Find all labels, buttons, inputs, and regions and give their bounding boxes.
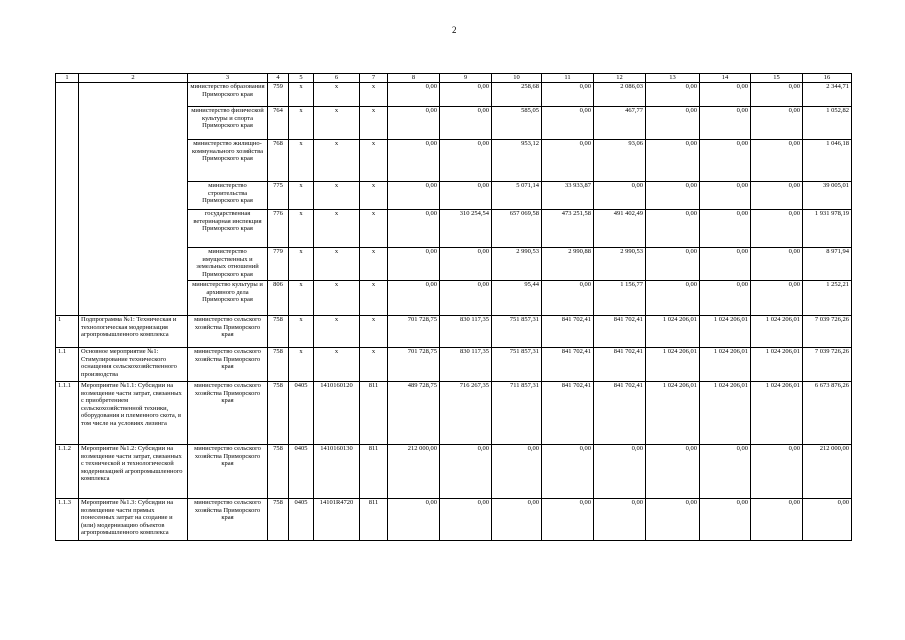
cell-col-10: 751 857,31 (492, 316, 542, 348)
cell-col-13: 0,00 (646, 445, 700, 499)
cell-col-16: 1 052,82 (803, 107, 852, 140)
cell-col-4: 758 (268, 382, 289, 445)
cell-col-9: 0,00 (440, 107, 492, 140)
cell-col-7: 811 (360, 499, 388, 541)
cell-col-1: 1 (56, 316, 79, 348)
cell-col-11: 841 702,41 (542, 348, 594, 382)
cell-col-14: 1 024 206,01 (700, 316, 751, 348)
cell-col-11: 473 251,58 (542, 210, 594, 248)
cell-col-8: 0,00 (388, 281, 440, 316)
table-row (56, 316, 852, 348)
cell-col-7: x (360, 140, 388, 182)
cell-col-4: 758 (268, 316, 289, 348)
cell-col-3: министерство имущественных и земельных отношений Приморского края (188, 248, 268, 281)
cell-col-10: 953,12 (492, 140, 542, 182)
cell-col-15: 1 024 206,01 (751, 316, 803, 348)
column-header-8: 8 (388, 74, 440, 83)
cell-col-10: 711 857,31 (492, 382, 542, 445)
cell-col-16: 212 000,00 (803, 445, 852, 499)
cell-col-11: 2 990,88 (542, 248, 594, 281)
cell-col-7: 811 (360, 445, 388, 499)
column-number-row (56, 74, 852, 83)
cell-col-4: 768 (268, 140, 289, 182)
cell-col-11: 0,00 (542, 107, 594, 140)
cell-col-7: x (360, 182, 388, 210)
column-header-11: 11 (542, 74, 594, 83)
cell-col-6: x (314, 182, 360, 210)
cell-col-15: 0,00 (751, 140, 803, 182)
cell-col-11: 841 702,41 (542, 382, 594, 445)
cell-col-6: 1410160120 (314, 382, 360, 445)
cell-col-14: 1 024 206,01 (700, 382, 751, 445)
cell-col-7: x (360, 281, 388, 316)
cell-col-13: 0,00 (646, 281, 700, 316)
cell-col-1 (56, 182, 79, 210)
cell-col-14: 0,00 (700, 281, 751, 316)
cell-col-8: 0,00 (388, 83, 440, 107)
cell-col-9: 830 117,35 (440, 316, 492, 348)
column-header-6: 6 (314, 74, 360, 83)
cell-col-3: министерство сельского хозяйства Приморского края (188, 316, 268, 348)
cell-col-14: 0,00 (700, 210, 751, 248)
cell-col-13: 1 024 206,01 (646, 348, 700, 382)
cell-col-14: 0,00 (700, 83, 751, 107)
cell-col-10: 258,68 (492, 83, 542, 107)
cell-col-1: 1.1.3 (56, 499, 79, 541)
cell-col-1: 1.1 (56, 348, 79, 382)
cell-col-15: 0,00 (751, 182, 803, 210)
cell-col-12: 2 086,03 (594, 83, 646, 107)
cell-col-9: 0,00 (440, 281, 492, 316)
cell-col-9: 716 267,35 (440, 382, 492, 445)
cell-col-4: 775 (268, 182, 289, 210)
column-header-7: 7 (360, 74, 388, 83)
cell-col-1 (56, 83, 79, 107)
cell-col-14: 0,00 (700, 248, 751, 281)
cell-col-13: 0,00 (646, 499, 700, 541)
cell-col-8: 701 728,75 (388, 348, 440, 382)
cell-col-5: 0405 (289, 445, 314, 499)
cell-col-3: министерство культуры и архивного дела Приморского края (188, 281, 268, 316)
cell-col-16: 7 039 726,26 (803, 316, 852, 348)
cell-col-13: 0,00 (646, 182, 700, 210)
table-row (56, 210, 852, 248)
cell-col-16: 39 005,01 (803, 182, 852, 210)
cell-col-1 (56, 140, 79, 182)
cell-col-4: 758 (268, 348, 289, 382)
cell-col-11: 0,00 (542, 83, 594, 107)
cell-col-11: 841 702,41 (542, 316, 594, 348)
cell-col-5: x (289, 210, 314, 248)
cell-col-8: 0,00 (388, 107, 440, 140)
cell-col-5: x (289, 107, 314, 140)
cell-col-12: 0,00 (594, 445, 646, 499)
cell-col-5: 0405 (289, 499, 314, 541)
cell-col-14: 0,00 (700, 107, 751, 140)
cell-col-3: министерство сельского хозяйства Приморского края (188, 445, 268, 499)
cell-col-9: 0,00 (440, 83, 492, 107)
cell-col-12: 491 402,49 (594, 210, 646, 248)
cell-col-9: 0,00 (440, 140, 492, 182)
cell-col-2: Мероприятие №1.1: Субсидии на возмещение части затрат, связанных с приобретением сельскохозяйственной техники, оборудования и племенного скота, в том числе на условиях лизинга (79, 382, 188, 445)
cell-col-8: 212 000,00 (388, 445, 440, 499)
cell-col-2: Основное мероприятие №1: Стимулирование технического оснащения сельскохозяйственного производства (79, 348, 188, 382)
cell-col-2 (79, 281, 188, 316)
cell-col-6: 14101R4720 (314, 499, 360, 541)
cell-col-2 (79, 140, 188, 182)
cell-col-12: 841 702,41 (594, 382, 646, 445)
cell-col-2 (79, 248, 188, 281)
cell-col-7: x (360, 83, 388, 107)
cell-col-14: 1 024 206,01 (700, 348, 751, 382)
cell-col-9: 0,00 (440, 499, 492, 541)
cell-col-3: министерство строительства Приморского края (188, 182, 268, 210)
cell-col-10: 657 069,58 (492, 210, 542, 248)
table-row (56, 348, 852, 382)
cell-col-1 (56, 248, 79, 281)
cell-col-15: 1 024 206,01 (751, 348, 803, 382)
budget-table (55, 73, 852, 541)
cell-col-11: 0,00 (542, 445, 594, 499)
table-row (56, 445, 852, 499)
cell-col-5: 0405 (289, 382, 314, 445)
cell-col-4: 758 (268, 445, 289, 499)
cell-col-4: 759 (268, 83, 289, 107)
cell-col-5: x (289, 281, 314, 316)
cell-col-5: x (289, 140, 314, 182)
cell-col-9: 0,00 (440, 182, 492, 210)
cell-col-16: 1 252,21 (803, 281, 852, 316)
cell-col-15: 0,00 (751, 83, 803, 107)
cell-col-15: 0,00 (751, 281, 803, 316)
column-header-1: 1 (56, 74, 79, 83)
cell-col-8: 0,00 (388, 499, 440, 541)
cell-col-14: 0,00 (700, 499, 751, 541)
table-row (56, 182, 852, 210)
cell-col-5: x (289, 348, 314, 382)
cell-col-12: 0,00 (594, 182, 646, 210)
cell-col-6: x (314, 316, 360, 348)
cell-col-1: 1.1.1 (56, 382, 79, 445)
cell-col-7: 811 (360, 382, 388, 445)
cell-col-6: x (314, 107, 360, 140)
cell-col-3: министерство сельского хозяйства Приморского края (188, 348, 268, 382)
cell-col-12: 841 702,41 (594, 348, 646, 382)
cell-col-10: 95,44 (492, 281, 542, 316)
cell-col-6: x (314, 248, 360, 281)
cell-col-8: 0,00 (388, 248, 440, 281)
cell-col-6: x (314, 83, 360, 107)
cell-col-14: 0,00 (700, 182, 751, 210)
table-row (56, 382, 852, 445)
cell-col-16: 7 039 726,26 (803, 348, 852, 382)
cell-col-9: 0,00 (440, 445, 492, 499)
cell-col-8: 489 728,75 (388, 382, 440, 445)
cell-col-15: 0,00 (751, 210, 803, 248)
cell-col-2 (79, 107, 188, 140)
cell-col-11: 33 933,87 (542, 182, 594, 210)
cell-col-9: 310 254,54 (440, 210, 492, 248)
cell-col-4: 758 (268, 499, 289, 541)
cell-col-3: министерство физической культуры и спорта Приморского края (188, 107, 268, 140)
cell-col-10: 0,00 (492, 445, 542, 499)
cell-col-6: x (314, 281, 360, 316)
column-header-12: 12 (594, 74, 646, 83)
cell-col-7: x (360, 316, 388, 348)
cell-col-14: 0,00 (700, 445, 751, 499)
table-row (56, 83, 852, 107)
column-header-2: 2 (79, 74, 188, 83)
cell-col-4: 779 (268, 248, 289, 281)
cell-col-5: x (289, 316, 314, 348)
cell-col-6: x (314, 140, 360, 182)
cell-col-5: x (289, 182, 314, 210)
table-row (56, 281, 852, 316)
cell-col-16: 1 931 978,19 (803, 210, 852, 248)
cell-col-4: 806 (268, 281, 289, 316)
cell-col-13: 0,00 (646, 83, 700, 107)
cell-col-6: x (314, 210, 360, 248)
cell-col-16: 1 046,18 (803, 140, 852, 182)
cell-col-12: 2 990,53 (594, 248, 646, 281)
cell-col-7: x (360, 107, 388, 140)
cell-col-1 (56, 107, 79, 140)
table-row (56, 248, 852, 281)
cell-col-2: Подпрограмма №1: Техническая и технологическая модернизация агропромышленного комплекса (79, 316, 188, 348)
cell-col-15: 0,00 (751, 107, 803, 140)
cell-col-2 (79, 182, 188, 210)
column-header-14: 14 (700, 74, 751, 83)
cell-col-8: 0,00 (388, 140, 440, 182)
cell-col-1: 1.1.2 (56, 445, 79, 499)
cell-col-7: x (360, 210, 388, 248)
cell-col-12: 467,77 (594, 107, 646, 140)
cell-col-10: 2 990,53 (492, 248, 542, 281)
cell-col-2 (79, 210, 188, 248)
cell-col-3: министерство жилищно-коммунального хозяйства Приморского края (188, 140, 268, 182)
column-header-3: 3 (188, 74, 268, 83)
cell-col-8: 0,00 (388, 210, 440, 248)
cell-col-9: 830 117,35 (440, 348, 492, 382)
cell-col-12: 1 156,77 (594, 281, 646, 316)
cell-col-2: Мероприятие №1.3: Субсидии на возмещение части прямых понесенных затрат на создание и (или) модернизацию объектов агропромышленного комплекса (79, 499, 188, 541)
cell-col-6: 1410160130 (314, 445, 360, 499)
cell-col-13: 0,00 (646, 248, 700, 281)
cell-col-3: министерство сельского хозяйства Приморского края (188, 382, 268, 445)
cell-col-16: 6 673 876,26 (803, 382, 852, 445)
cell-col-12: 0,00 (594, 499, 646, 541)
table-row (56, 499, 852, 541)
cell-col-12: 841 702,41 (594, 316, 646, 348)
cell-col-7: x (360, 248, 388, 281)
column-header-16: 16 (803, 74, 852, 83)
cell-col-2: Мероприятие №1.2: Субсидии на возмещение части затрат, связанных с технической и технологической модернизацией агропромышленного комплекса (79, 445, 188, 499)
cell-col-1 (56, 210, 79, 248)
cell-col-11: 0,00 (542, 281, 594, 316)
cell-col-3: государственная ветеринарная инспекция Приморского края (188, 210, 268, 248)
column-header-9: 9 (440, 74, 492, 83)
cell-col-10: 0,00 (492, 499, 542, 541)
cell-col-10: 5 071,14 (492, 182, 542, 210)
column-header-5: 5 (289, 74, 314, 83)
cell-col-3: министерство сельского хозяйства Приморского края (188, 499, 268, 541)
cell-col-16: 0,00 (803, 499, 852, 541)
cell-col-4: 776 (268, 210, 289, 248)
cell-col-15: 1 024 206,01 (751, 382, 803, 445)
cell-col-11: 0,00 (542, 140, 594, 182)
column-header-15: 15 (751, 74, 803, 83)
cell-col-4: 764 (268, 107, 289, 140)
cell-col-5: x (289, 248, 314, 281)
cell-col-16: 2 344,71 (803, 83, 852, 107)
cell-col-13: 0,00 (646, 140, 700, 182)
cell-col-2 (79, 83, 188, 107)
cell-col-8: 0,00 (388, 182, 440, 210)
column-header-13: 13 (646, 74, 700, 83)
cell-col-8: 701 728,75 (388, 316, 440, 348)
page-number: 2 (452, 25, 457, 35)
cell-col-3: министерство образования Приморского края (188, 83, 268, 107)
cell-col-6: x (314, 348, 360, 382)
cell-col-14: 0,00 (700, 140, 751, 182)
cell-col-7: x (360, 348, 388, 382)
cell-col-13: 0,00 (646, 107, 700, 140)
cell-col-15: 0,00 (751, 248, 803, 281)
cell-col-13: 1 024 206,01 (646, 382, 700, 445)
table-row (56, 140, 852, 182)
cell-col-11: 0,00 (542, 499, 594, 541)
cell-col-13: 1 024 206,01 (646, 316, 700, 348)
column-header-10: 10 (492, 74, 542, 83)
cell-col-1 (56, 281, 79, 316)
cell-col-13: 0,00 (646, 210, 700, 248)
cell-col-15: 0,00 (751, 445, 803, 499)
table-row (56, 107, 852, 140)
cell-col-10: 751 857,31 (492, 348, 542, 382)
cell-col-5: x (289, 83, 314, 107)
cell-col-9: 0,00 (440, 248, 492, 281)
column-header-4: 4 (268, 74, 289, 83)
cell-col-12: 93,06 (594, 140, 646, 182)
cell-col-15: 0,00 (751, 499, 803, 541)
cell-col-10: 585,05 (492, 107, 542, 140)
cell-col-16: 8 971,94 (803, 248, 852, 281)
